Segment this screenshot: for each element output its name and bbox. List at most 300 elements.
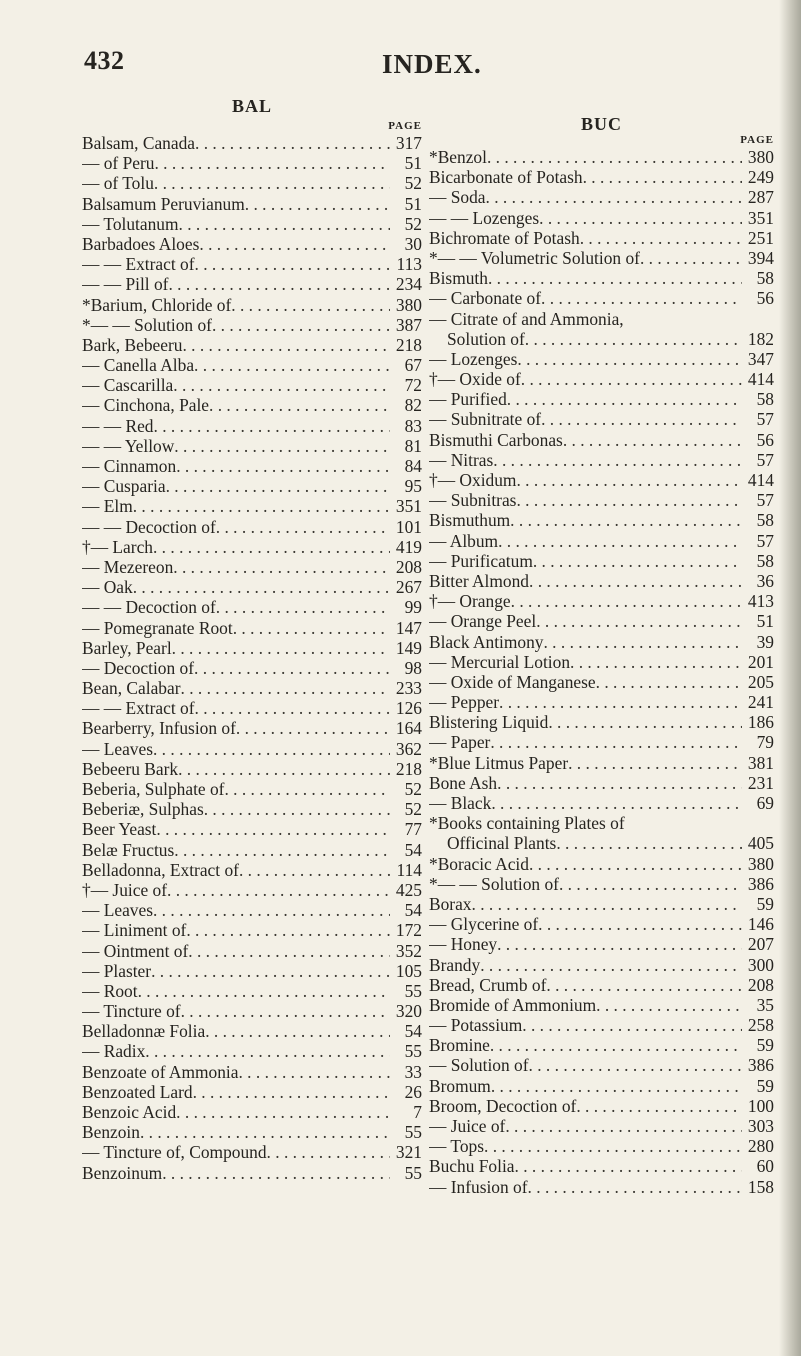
leader-dots <box>153 900 390 920</box>
index-entry <box>82 517 422 537</box>
entry-text: Benzoinum <box>82 1162 163 1183</box>
entry-page-number: 54 <box>404 839 422 860</box>
entry-page-number: 380 <box>747 147 774 167</box>
leader-dots <box>487 147 742 167</box>
entry-page-number: 55 <box>404 1162 422 1183</box>
page-number: 432 <box>84 46 125 75</box>
leader-dots <box>568 753 742 773</box>
index-entry <box>82 496 422 516</box>
leader-dots <box>517 349 742 369</box>
index-entry <box>429 1076 774 1096</box>
entry-text: — Subnitrate of <box>429 409 542 430</box>
entry-text: — Juice of <box>429 1116 506 1136</box>
leader-dots <box>624 309 774 329</box>
entry-page-number: 105 <box>395 960 422 981</box>
leader-dots <box>493 450 742 470</box>
entry-text: — Nitras <box>429 449 494 470</box>
entry-page-number: 84 <box>404 456 422 476</box>
entry-text: Beberiæ, Sulphas <box>82 799 204 820</box>
leader-dots <box>640 248 742 268</box>
index-entry <box>82 436 422 456</box>
leader-dots <box>516 470 742 490</box>
index-entry <box>82 133 422 153</box>
index-entry <box>429 672 774 692</box>
entry-page-number: 280 <box>747 1136 774 1157</box>
entry-page-number: 380 <box>395 294 422 315</box>
entry-text: Broom, Decoction of <box>429 1095 577 1116</box>
leader-dots <box>186 920 390 940</box>
entry-page-number: 113 <box>396 254 422 275</box>
entry-text: — Lozenges <box>429 348 518 369</box>
leader-dots <box>548 712 742 732</box>
index-entry <box>82 234 422 254</box>
entry-text: Barley, Pearl <box>82 637 172 658</box>
index-entry <box>82 739 422 759</box>
leader-dots <box>486 187 742 207</box>
leader-dots <box>212 315 390 335</box>
index-entry <box>82 880 422 900</box>
entry-page-number: 303 <box>747 1116 774 1136</box>
index-entry <box>82 718 422 738</box>
entry-text: — Root <box>82 980 138 1001</box>
index-entry <box>429 349 774 369</box>
left-page-label: PAGE <box>388 120 422 132</box>
leader-dots <box>133 496 390 516</box>
entry-page-number: 83 <box>404 415 422 436</box>
entry-page-number: 362 <box>395 738 422 759</box>
leader-dots <box>570 652 742 672</box>
entry-text: — Cinnamon <box>82 456 177 476</box>
index-entry <box>82 597 422 617</box>
entry-text: — Oak <box>82 577 133 598</box>
entry-text: Bone Ash <box>429 772 498 793</box>
leader-dots <box>138 981 390 1001</box>
leader-dots <box>596 995 742 1015</box>
index-entry <box>429 712 774 732</box>
entry-text: — Cusparia <box>82 476 166 497</box>
entry-text: — Solution of <box>429 1055 529 1076</box>
leader-dots <box>181 1001 390 1021</box>
entry-page-number: 218 <box>395 334 422 355</box>
entry-text: — — Lozenges <box>429 207 540 228</box>
index-entry <box>82 1102 422 1122</box>
entry-page-number: 69 <box>756 793 774 813</box>
entry-page-number: 149 <box>395 637 422 658</box>
entry-text: — — Yellow <box>82 435 175 456</box>
entry-text: *— — Solution of <box>429 873 559 894</box>
leader-dots <box>484 1136 742 1156</box>
entry-page-number: 218 <box>395 758 422 779</box>
leader-dots <box>472 894 742 914</box>
leader-dots <box>133 577 390 597</box>
page-title: INDEX. <box>382 49 482 79</box>
entry-page-number: 405 <box>747 833 774 854</box>
entry-text: Bismuthum <box>429 510 511 531</box>
entry-text: — Purificatum <box>429 550 533 571</box>
page-edge-shadow <box>779 0 801 1356</box>
entry-text: *Books containing Plates of <box>429 813 625 834</box>
entry-text: — Pomegranate Root <box>82 617 233 638</box>
entry-page-number: 30 <box>404 233 422 254</box>
entry-text: — — Red <box>82 415 154 436</box>
entry-page-number: 52 <box>404 213 422 234</box>
entry-page-number: 59 <box>756 1035 774 1056</box>
index-entry <box>429 995 774 1015</box>
leader-dots <box>480 955 742 975</box>
entry-page-number: 77 <box>404 819 422 840</box>
entry-page-number: 351 <box>395 496 422 517</box>
index-entry <box>429 309 774 329</box>
entry-page-number: 36 <box>756 570 774 591</box>
entry-text: — Glycerine of <box>429 914 539 935</box>
index-entry <box>82 274 422 294</box>
index-entry <box>82 860 422 880</box>
index-entry <box>82 840 422 860</box>
entry-page-number: 67 <box>404 355 422 376</box>
leader-dots <box>516 490 742 510</box>
entry-text: †— Oxidum <box>429 470 517 490</box>
entry-page-number: 425 <box>395 879 422 900</box>
index-entry <box>82 295 422 315</box>
leader-dots <box>533 551 742 571</box>
entry-page-number: 39 <box>756 631 774 652</box>
index-entry <box>82 315 422 335</box>
entry-page-number: 51 <box>404 153 422 174</box>
index-entry <box>429 208 774 228</box>
index-entry <box>429 389 774 409</box>
entry-page-number: 208 <box>747 974 774 995</box>
entry-page-number: 387 <box>395 314 422 335</box>
entry-text: Balsam, Canada <box>82 133 196 153</box>
index-entry <box>82 254 422 274</box>
leader-dots <box>238 1062 390 1082</box>
entry-page-number: 208 <box>395 556 422 577</box>
leader-dots <box>522 1015 742 1035</box>
leader-dots <box>216 597 390 617</box>
entry-text: †— Orange <box>429 591 511 612</box>
entry-text: — Soda <box>429 187 486 208</box>
leader-dots <box>173 557 390 577</box>
index-entry <box>429 975 774 995</box>
entry-text: Belæ Fructus <box>82 839 175 860</box>
leader-dots <box>497 934 742 954</box>
entry-page-number: 287 <box>747 187 774 208</box>
entry-text: — Potassium <box>429 1015 523 1036</box>
index-entry <box>429 753 774 773</box>
entry-text: — Leaves <box>82 900 153 921</box>
index-entry <box>429 490 774 510</box>
index-entry <box>429 409 774 429</box>
leader-dots <box>233 618 390 638</box>
index-entry <box>82 577 422 597</box>
entry-page-number: 55 <box>404 1122 422 1143</box>
entry-text: Beberia, Sulphate of <box>82 779 225 799</box>
index-entry <box>429 874 774 894</box>
index-entry <box>82 355 422 375</box>
leader-dots <box>543 632 742 652</box>
entry-page-number: 386 <box>747 1055 774 1076</box>
index-entry <box>429 1156 774 1176</box>
entry-page-number: 158 <box>747 1176 774 1197</box>
entry-page-number: 241 <box>747 692 774 713</box>
entry-text: — Oxide of Manganese <box>429 671 596 692</box>
entry-page-number: 201 <box>747 651 774 672</box>
leader-dots <box>536 611 742 631</box>
entry-text: †— Larch <box>82 536 153 557</box>
entry-page-number: 207 <box>747 934 774 955</box>
left-catchword: BAL <box>231 96 272 116</box>
leader-dots <box>224 779 390 799</box>
index-entry <box>429 1136 774 1156</box>
leader-dots <box>174 436 390 456</box>
entry-text: Belladonnæ Folia <box>82 1021 206 1042</box>
entry-text: — Black <box>429 793 492 813</box>
entry-page-number: 7 <box>413 1102 422 1122</box>
entry-text: — Mercurial Lotion <box>429 651 571 672</box>
index-entry <box>82 335 422 355</box>
entry-text: *Barium, Chloride of <box>82 294 232 315</box>
entry-text: — Mezereon <box>82 556 174 577</box>
entry-page-number: 98 <box>404 657 422 678</box>
entry-page-number: 57 <box>756 449 774 470</box>
leader-dots <box>529 1055 742 1075</box>
index-entry <box>82 194 422 214</box>
entry-text: Borax <box>429 893 472 914</box>
entry-text: Balsamum Peruvianum <box>82 193 245 214</box>
entry-text: — Honey <box>429 934 498 955</box>
leader-dots <box>625 813 774 833</box>
leader-dots <box>510 510 742 530</box>
index-entry <box>82 1163 422 1183</box>
index-entry <box>82 678 422 698</box>
leader-dots <box>528 1177 742 1197</box>
index-entry <box>82 1122 422 1142</box>
leader-dots <box>166 476 390 496</box>
index-entry <box>82 698 422 718</box>
leader-dots <box>194 658 390 678</box>
leader-dots <box>176 456 390 476</box>
leader-dots <box>236 718 390 738</box>
entry-page-number: 100 <box>747 1095 774 1116</box>
entry-text: Bicarbonate of Potash <box>429 167 583 188</box>
entry-page-number: 58 <box>756 550 774 571</box>
index-entry <box>429 187 774 207</box>
entry-page-number: 57 <box>756 530 774 551</box>
entry-page-number: 52 <box>404 173 422 194</box>
entry-page-number: 205 <box>747 671 774 692</box>
left-entry-list <box>82 133 422 1183</box>
index-entry <box>429 894 774 914</box>
leader-dots <box>529 571 742 591</box>
index-entry <box>429 288 774 308</box>
entry-text: Buchu Folia <box>429 1156 515 1177</box>
entry-text: Beer Yeast <box>82 819 157 840</box>
entry-text: — Ointment of <box>82 940 189 961</box>
entry-page-number: 54 <box>404 900 422 921</box>
entry-page-number: 251 <box>747 227 774 248</box>
entry-page-number: 114 <box>396 859 422 880</box>
leader-dots <box>239 860 390 880</box>
index-entry <box>82 658 422 678</box>
leader-dots <box>204 799 390 819</box>
index-entry <box>82 153 422 173</box>
leader-dots <box>216 517 390 537</box>
leader-dots <box>596 672 742 692</box>
entry-page-number: 81 <box>404 435 422 456</box>
leader-dots <box>145 1041 390 1061</box>
entry-page-number: 147 <box>395 617 422 638</box>
entry-page-number: 317 <box>395 133 422 153</box>
leader-dots <box>176 1102 390 1122</box>
index-entry <box>82 1021 422 1041</box>
entry-text: Blistering Liquid <box>429 712 549 733</box>
index-entry <box>429 632 774 652</box>
leader-dots <box>199 234 390 254</box>
entry-text: *— — Solution of <box>82 314 212 335</box>
leader-dots <box>179 214 390 234</box>
leader-dots <box>541 409 742 429</box>
entry-text: Barbadoes Aloes <box>82 233 200 254</box>
entry-page-number: 52 <box>404 799 422 820</box>
leader-dots <box>151 961 390 981</box>
leader-dots <box>173 375 390 395</box>
leader-dots <box>507 389 742 409</box>
index-entry <box>429 268 774 288</box>
entry-text: — Subnitras <box>429 490 517 511</box>
entry-text: Bean, Calabar <box>82 678 181 699</box>
leader-dots <box>539 208 742 228</box>
entry-text: — Tops <box>429 1136 484 1157</box>
entry-text: — Pepper <box>429 692 500 713</box>
entry-text: Bark, Bebeeru <box>82 334 183 355</box>
entry-text: Benzoin <box>82 1122 140 1143</box>
entry-text: Benzoated Lard <box>82 1081 193 1102</box>
entry-page-number: 33 <box>404 1061 422 1082</box>
leader-dots <box>140 1122 390 1142</box>
index-entry <box>429 793 774 813</box>
index-entry <box>429 813 774 833</box>
index-entry <box>429 1055 774 1075</box>
entry-text: — of Peru <box>82 153 155 174</box>
entry-page-number: 386 <box>747 873 774 894</box>
entry-text: Bread, Crumb of <box>429 974 547 995</box>
entry-page-number: 58 <box>756 510 774 531</box>
leader-dots <box>174 840 390 860</box>
entry-page-number: 58 <box>756 268 774 289</box>
index-entry <box>82 395 422 415</box>
entry-text: *Boracic Acid <box>429 853 529 874</box>
entry-page-number: 26 <box>404 1081 422 1102</box>
entry-page-number: 413 <box>747 591 774 612</box>
right-column <box>429 96 774 1197</box>
entry-page-number: 267 <box>395 577 422 598</box>
entry-page-number: 347 <box>747 348 774 369</box>
index-entry <box>429 470 774 490</box>
entry-text: — Purified <box>429 389 507 410</box>
entry-text: — — Extract of <box>82 254 195 275</box>
entry-page-number: 60 <box>756 1156 774 1177</box>
entry-page-number: 51 <box>404 193 422 214</box>
leader-dots <box>521 369 742 389</box>
entry-page-number: 419 <box>395 536 422 557</box>
leader-dots <box>583 167 742 187</box>
entry-page-number: 146 <box>747 914 774 935</box>
entry-text: — Elm <box>82 496 133 517</box>
index-entry <box>82 900 422 920</box>
entry-page-number: 72 <box>404 375 422 396</box>
leader-dots <box>498 531 742 551</box>
leader-dots <box>576 1096 742 1116</box>
entry-page-number: 234 <box>395 274 422 295</box>
entry-text: Benzoate of Ammonia <box>82 1061 239 1082</box>
index-entry <box>82 1082 422 1102</box>
leader-dots <box>153 739 390 759</box>
leader-dots <box>167 880 390 900</box>
leader-dots <box>499 692 742 712</box>
index-entry <box>82 375 422 395</box>
index-entry <box>82 759 422 779</box>
leader-dots <box>195 133 390 153</box>
leader-dots <box>515 1156 742 1176</box>
entry-text: Solution of <box>447 328 525 349</box>
leader-dots <box>154 173 390 193</box>
index-entry <box>429 934 774 954</box>
entry-text: — Paper <box>429 732 491 753</box>
entry-text: — of Tolu <box>82 173 154 194</box>
entry-text: — — Decoction of <box>82 516 216 537</box>
leader-dots <box>488 268 742 288</box>
leader-dots <box>546 975 742 995</box>
leader-dots <box>525 329 742 349</box>
index-entry <box>82 779 422 799</box>
index-entry <box>429 1116 774 1136</box>
entry-text: — Liniment of <box>82 920 187 941</box>
entry-text: Bismuth <box>429 268 488 289</box>
index-entry <box>429 248 774 268</box>
leader-dots <box>490 732 742 752</box>
entry-text: — Radix <box>82 1041 146 1062</box>
leader-dots <box>182 335 390 355</box>
entry-page-number: 79 <box>756 732 774 753</box>
entry-text: Bearberry, Infusion of <box>82 718 236 739</box>
entry-page-number: 101 <box>395 516 422 537</box>
entry-page-number: 182 <box>747 328 774 349</box>
index-entry <box>429 1015 774 1035</box>
index-entry <box>429 1035 774 1055</box>
leader-dots <box>153 537 390 557</box>
index-entry <box>429 571 774 591</box>
entry-text: Bromide of Ammonium <box>429 994 597 1015</box>
leader-dots <box>188 941 390 961</box>
index-entry <box>82 214 422 234</box>
entry-text: Belladonna, Extract of <box>82 859 239 880</box>
index-entry <box>429 652 774 672</box>
leader-dots <box>195 254 390 274</box>
entry-text: — — Decoction of <box>82 597 216 618</box>
entry-page-number: 164 <box>395 718 422 739</box>
entry-text: *— — Volumetric Solution of <box>429 247 640 268</box>
leader-dots <box>154 153 390 173</box>
entry-page-number: 95 <box>404 476 422 497</box>
leader-dots <box>538 914 742 934</box>
index-entry <box>429 1096 774 1116</box>
entry-text: — Album <box>429 530 499 551</box>
index-entry <box>82 1062 422 1082</box>
entry-page-number: 59 <box>756 1075 774 1096</box>
leader-dots <box>511 591 742 611</box>
index-entry <box>429 854 774 874</box>
entry-text: †— Juice of <box>82 879 168 900</box>
